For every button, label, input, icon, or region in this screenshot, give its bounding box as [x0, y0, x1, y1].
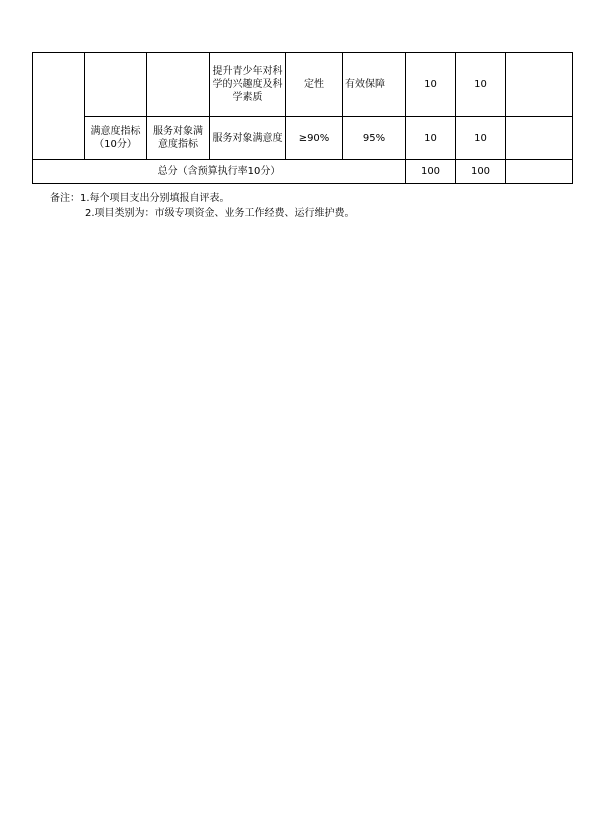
table-cell-indicator: 提升青少年对科学的兴趣度及科学素质	[210, 53, 286, 117]
table-row	[33, 53, 573, 117]
table-cell-remark	[506, 53, 573, 117]
notes	[50, 191, 355, 221]
evaluation-table	[32, 52, 573, 184]
table-cell-remark	[506, 117, 573, 160]
table-cell-score: 10	[456, 117, 506, 160]
table-cell-l3	[147, 53, 210, 117]
table-cell-actual: 有效保障	[343, 53, 406, 117]
table-cell-target: 定性	[286, 53, 343, 117]
table-cell-category	[33, 53, 85, 160]
table-row	[33, 117, 573, 160]
table-cell-l3: 服务对象满意度指标	[147, 117, 210, 160]
table-cell-score: 10	[456, 53, 506, 117]
table-cell-indicator: 服务对象满意度	[210, 117, 286, 160]
table-cell-target: ≥90%	[286, 117, 343, 160]
table-cell-score-max: 10	[406, 53, 456, 117]
total-score-max: 100	[406, 160, 456, 184]
note-line-1: 备注：1.每个项目支出分别填报自评表。	[50, 193, 230, 204]
total-score: 100	[456, 160, 506, 184]
table-cell-l2	[85, 53, 147, 117]
total-label: 总分（含预算执行率10分）	[33, 160, 406, 184]
table-cell-actual: 95%	[343, 117, 406, 160]
total-remark	[506, 160, 573, 184]
table-cell-l2: 满意度指标（10分）	[85, 117, 147, 160]
table-cell-score-max: 10	[406, 117, 456, 160]
note-line-2: 2.项目类别为：市级专项资金、业务工作经费、运行维护费。	[85, 208, 355, 219]
table-row-total	[33, 160, 573, 184]
